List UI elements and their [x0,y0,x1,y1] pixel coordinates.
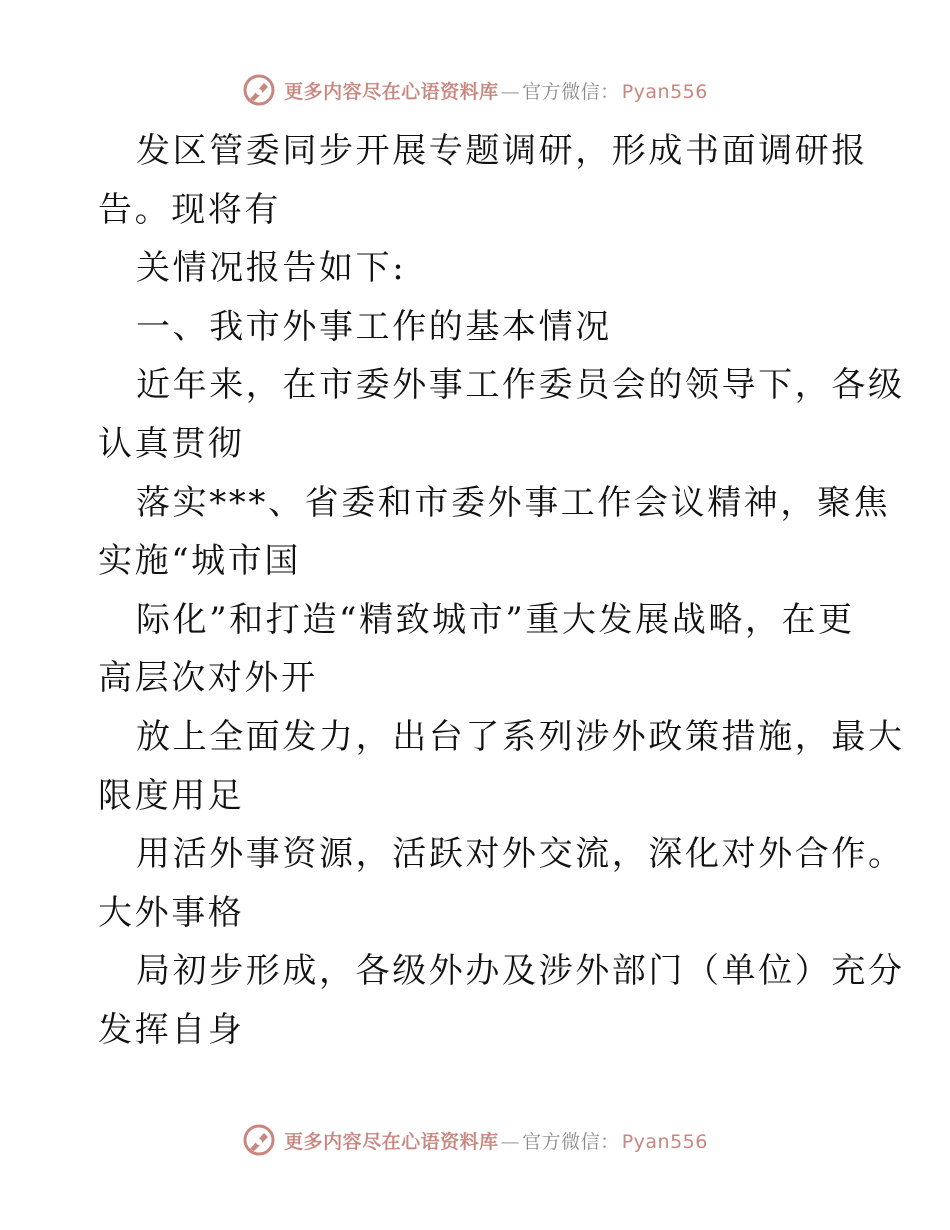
document-body [98,122,905,1060]
watermark-separator: — [500,80,521,103]
document-line: 关情况报告如下: [136,248,407,289]
watermark-text [284,77,708,104]
document-line: 放上全面发力，出台了系列涉外政策措施，最大 [136,716,905,757]
pen-seal-logo-icon [242,73,276,107]
header-watermark-banner [0,70,950,110]
watermark-main-text: 更多内容尽在心语资料库 [284,1130,499,1153]
watermark-wechat-id: Pyan556 [621,80,708,103]
document-line: 用活外事资源，活跃对外交流，深化对外合作。 [136,834,905,875]
footer-watermark-banner [0,1120,950,1160]
watermark-wechat-id: Pyan556 [621,1130,708,1153]
document-line: 高层次对外开 [98,658,318,699]
document-line: 告。现将有 [98,189,281,230]
document-line: 近年来，在市委外事工作委员会的领导下，各级 [136,365,905,406]
document-line: 发区管委同步开展专题调研，形成书面调研报 [136,131,868,171]
document-line: 发挥自身 [98,1009,245,1050]
document-line: 实施“城市国 [98,541,301,582]
watermark-sub-text: 官方微信： [522,80,620,103]
document-line: 际化”和打造“精致城市”重大发展战略，在更 [136,599,855,640]
document-line: 落实***、省委和市委外事工作会议精神，聚焦 [136,482,891,523]
document-line: 限度用足 [98,775,245,816]
document-line: 大外事格 [98,892,245,933]
document-line: 局初步形成，各级外办及涉外部门（单位）充分 [136,951,905,992]
watermark-main-text: 更多内容尽在心语资料库 [284,80,499,103]
document-line: 一、我市外事工作的基本情况 [136,306,612,347]
pen-seal-logo-icon [242,1123,276,1157]
document-line: 认真贯彻 [98,423,245,464]
watermark-separator: — [500,1130,521,1153]
watermark-text [284,1127,708,1154]
watermark-sub-text: 官方微信： [522,1130,620,1153]
